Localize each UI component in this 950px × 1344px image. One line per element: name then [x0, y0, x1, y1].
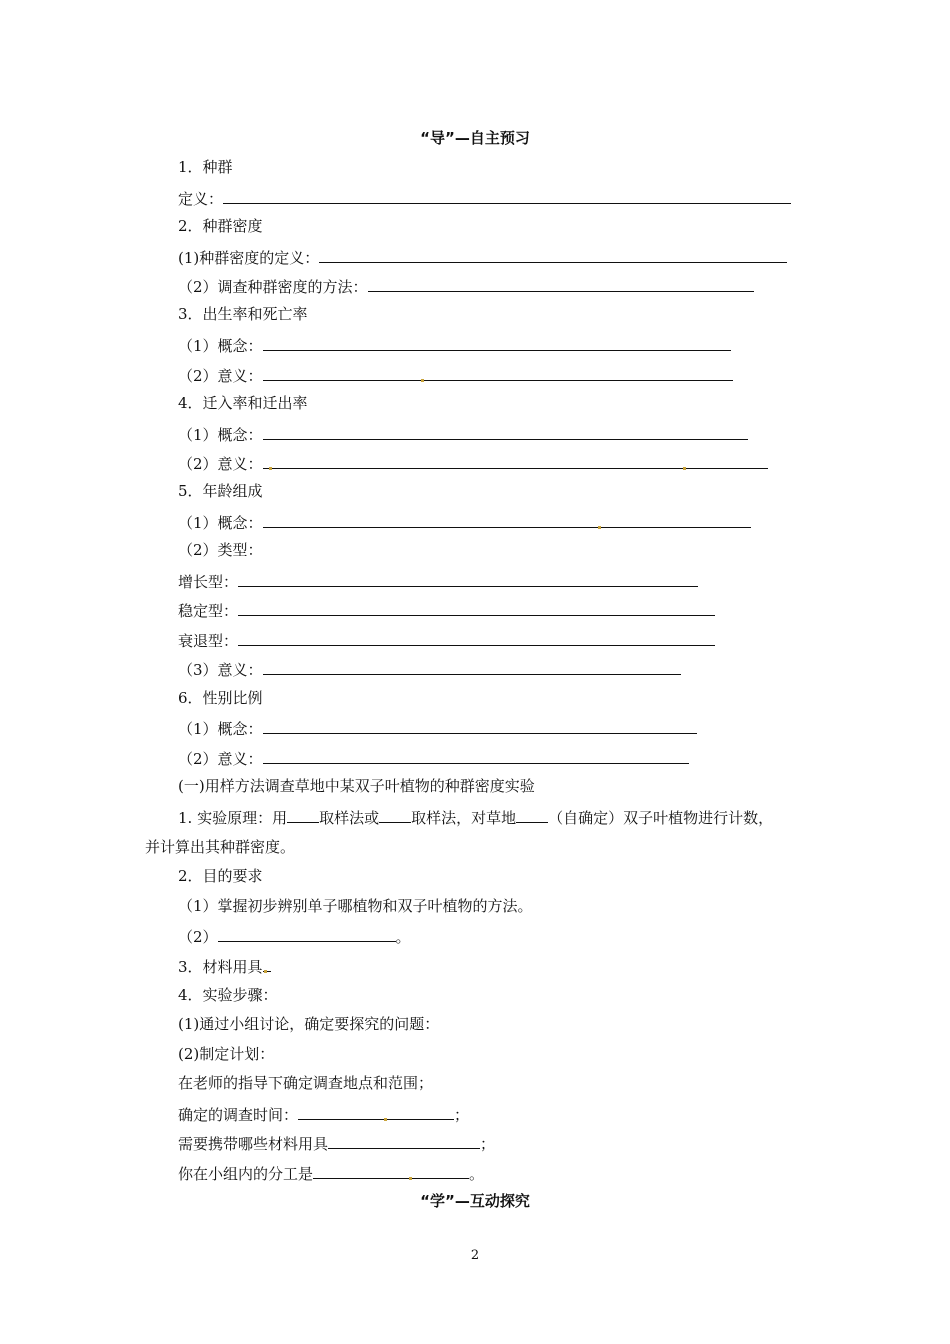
label: (1)种群密度的定义： — [178, 249, 320, 267]
text: ； — [480, 1135, 496, 1153]
sex-ratio-meaning-blank[interactable] — [263, 747, 689, 764]
decline-type-blank[interactable] — [238, 629, 715, 646]
item-4-heading: 4．迁入率和迁出率 — [178, 394, 308, 412]
item-1-definition — [178, 187, 791, 209]
item-5-1 — [178, 511, 751, 533]
age-structure-meaning-blank[interactable] — [263, 658, 681, 675]
item-5-2: （2）类型： — [178, 541, 263, 559]
section-title-preview: “导”—自主预习 — [420, 129, 530, 147]
label: （1）概念： — [178, 337, 263, 355]
label: 稳定型： — [178, 602, 239, 620]
density-method-blank[interactable] — [368, 275, 754, 292]
label: （2）调查种群密度的方法： — [178, 278, 368, 296]
text: 3．材料用具 — [178, 958, 263, 976]
text: 。 — [469, 1165, 485, 1183]
materials-list-blank[interactable] — [328, 1132, 480, 1149]
item-4-2 — [178, 452, 768, 474]
item-2-1 — [178, 246, 787, 268]
goal-2 — [178, 925, 411, 947]
item-3-1 — [178, 334, 731, 356]
goal-heading: 2．目的要求 — [178, 867, 263, 885]
target-plant-blank[interactable] — [516, 806, 548, 823]
item-2-2 — [178, 275, 754, 297]
goal-2-blank[interactable] — [218, 925, 396, 942]
goal-1: （1）掌握初步辨别单子哪植物和双子叶植物的方法。 — [178, 897, 533, 915]
experiment-principle — [178, 806, 773, 828]
label: （1）概念： — [178, 720, 263, 738]
item-4-1 — [178, 423, 748, 445]
experiment-principle-cont: 并计算出其种群密度。 — [145, 838, 296, 856]
step-2a: 在老师的指导下确定调查地点和范围； — [178, 1074, 434, 1092]
label: （3）意义： — [178, 661, 263, 679]
materials-heading — [178, 955, 271, 977]
text: ； — [454, 1106, 470, 1124]
item-1-heading: 1．种群 — [178, 158, 233, 176]
birth-death-concept-blank[interactable] — [263, 334, 731, 351]
density-definition-blank[interactable] — [319, 246, 787, 263]
section-title-explore: “学”—互动探究 — [420, 1192, 530, 1210]
step-2b — [178, 1103, 469, 1125]
step-2: (2)制定计划： — [178, 1045, 275, 1063]
item-5-decline — [178, 629, 715, 651]
text: 确定的调查时间： — [178, 1106, 299, 1124]
page-number: 2 — [470, 1248, 480, 1263]
role-blank[interactable] — [313, 1162, 469, 1179]
item-3-2 — [178, 364, 733, 386]
experiment-heading: (一)用样方法调查草地中某双子叶植物的种群密度实验 — [178, 777, 535, 795]
item-5-3 — [178, 658, 681, 680]
text: 。 — [395, 928, 411, 946]
item-5-stable — [178, 599, 715, 621]
stable-type-blank[interactable] — [238, 599, 715, 616]
item-2-heading: 2．种群密度 — [178, 217, 263, 235]
survey-time-blank[interactable] — [298, 1103, 454, 1120]
text: （自确定）双子叶植物进行计数， — [548, 809, 774, 827]
steps-heading: 4．实验步骤： — [178, 986, 278, 1004]
label: （2）意义： — [178, 367, 263, 385]
migration-concept-blank[interactable] — [263, 423, 748, 440]
text: （2） — [178, 928, 218, 946]
item-5-heading: 5．年龄组成 — [178, 482, 263, 500]
label: 定义： — [178, 190, 224, 208]
definition-blank[interactable] — [223, 187, 791, 204]
step-2d — [178, 1162, 484, 1184]
text: 需要携带哪些材料用具 — [178, 1135, 329, 1153]
item-6-heading: 6．性别比例 — [178, 689, 263, 707]
sampling-method-blank-2[interactable] — [379, 806, 411, 823]
label: （1）概念： — [178, 426, 263, 444]
label: 增长型： — [178, 573, 239, 591]
sampling-method-blank-1[interactable] — [287, 806, 319, 823]
step-1: (1)通过小组讨论，确定要探究的问题： — [178, 1015, 440, 1033]
item-5-growth — [178, 570, 698, 592]
text: 1. 实验原理：用 — [178, 809, 288, 827]
text: 你在小组内的分工是 — [178, 1165, 314, 1183]
item-6-2 — [178, 747, 689, 769]
item-3-heading: 3．出生率和死亡率 — [178, 305, 308, 323]
materials-blank[interactable] — [263, 955, 271, 972]
item-6-1 — [178, 717, 697, 739]
label: （2）意义： — [178, 750, 263, 768]
sex-ratio-concept-blank[interactable] — [263, 717, 697, 734]
growth-type-blank[interactable] — [238, 570, 698, 587]
migration-meaning-blank[interactable] — [263, 452, 768, 469]
step-2c — [178, 1132, 495, 1154]
age-structure-concept-blank[interactable] — [263, 511, 751, 528]
label: 衰退型： — [178, 632, 239, 650]
label: （2）意义： — [178, 455, 263, 473]
label: （1）概念： — [178, 514, 263, 532]
text: 取样法，对草地 — [411, 809, 517, 827]
text: 取样法或 — [319, 809, 380, 827]
birth-death-meaning-blank[interactable] — [263, 364, 733, 381]
